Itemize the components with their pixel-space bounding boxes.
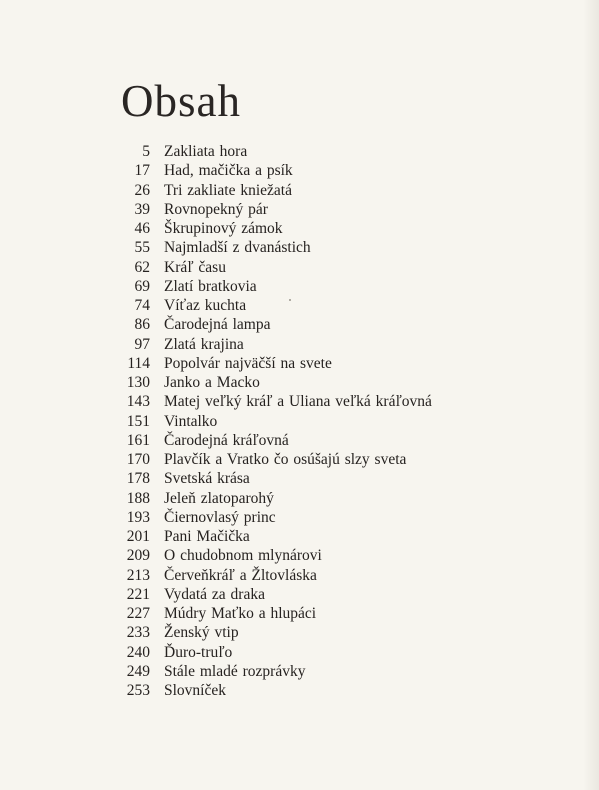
toc-page-number: 201 [126, 528, 150, 545]
toc-entry-title: Matej veľký kráľ a Uliana veľká kráľovná [164, 393, 432, 411]
toc-entry [100, 161, 520, 180]
toc-page-number: 39 [134, 200, 150, 218]
toc-entry [100, 354, 520, 373]
toc-entry [100, 431, 520, 450]
toc-entry [100, 662, 520, 681]
toc-entry-title: Ženský vtip [164, 624, 239, 642]
toc-page-number: 221 [126, 585, 150, 603]
toc-entry-title: Plavčík a Vratko čo osúšajú slzy sveta [164, 451, 407, 468]
toc-entry [100, 238, 520, 257]
toc-entry [100, 566, 520, 585]
toc-entry [100, 681, 520, 700]
toc-page-number: 74 [134, 297, 150, 314]
toc-entry-title: Zlatí bratkovia [164, 277, 257, 295]
toc-page-number: 26 [134, 181, 150, 199]
toc-entry-title: Had, mačička a psík [164, 162, 293, 180]
paper-speck [289, 299, 291, 301]
toc-page-number: 69 [134, 277, 150, 295]
toc-entry [100, 142, 520, 161]
toc-page-number: 55 [134, 239, 150, 257]
toc-page-number: 249 [126, 662, 150, 680]
toc-entry [100, 392, 520, 411]
toc-entry-title: Vydatá za draka [164, 585, 265, 603]
toc-entry-title: Vintalko [164, 412, 218, 430]
toc-entry-title: Škrupinový zámok [164, 220, 283, 237]
page-title: Obsah [121, 76, 241, 127]
toc-page-number: 86 [134, 316, 150, 334]
toc-page-number: 17 [134, 162, 150, 180]
toc-entry-title: Víťaz kuchta [164, 297, 247, 314]
toc-entry [100, 335, 520, 354]
toc-entry-title: Stále mladé rozprávky [164, 662, 306, 680]
toc-page-number: 161 [126, 431, 150, 449]
page-edge-shadow [583, 0, 599, 790]
toc-page-number: 46 [134, 220, 150, 237]
toc-entry [100, 200, 520, 219]
toc-entry [100, 585, 520, 604]
toc-page-number: 62 [134, 258, 150, 276]
toc-entry [100, 469, 520, 488]
toc-entry-title: Rovnopekný pár [164, 200, 268, 218]
toc-entry-title: Zlatá krajina [164, 335, 244, 353]
toc-entry [100, 373, 520, 392]
toc-entry-title: Kráľ času [164, 258, 226, 276]
toc-entry-title: Tri zakliate kniežatá [164, 181, 292, 199]
toc-page-number: 143 [126, 393, 150, 411]
toc-entry-title: Najmladší z dvanástich [164, 239, 311, 257]
toc-entry [100, 258, 520, 277]
toc-entry-title: Múdry Maťko a hlupáci [164, 605, 317, 622]
toc-page-number: 130 [126, 374, 150, 391]
toc-page-number: 227 [126, 605, 150, 622]
toc-entry [100, 315, 520, 334]
toc-page-number: 193 [126, 508, 150, 526]
toc-entry [100, 508, 520, 527]
toc-page-number: 233 [126, 624, 150, 642]
toc-entry-title: Slovníček [164, 682, 226, 699]
toc-entry [100, 623, 520, 642]
toc-entry-title: Ďuro-truľo [164, 643, 233, 661]
toc-entry [100, 527, 520, 546]
toc-entry-title: Červeňkráľ a Žltovláska [164, 566, 317, 584]
toc-page-number: 151 [126, 412, 150, 430]
toc-entry [100, 219, 520, 238]
toc-entry-title: Janko a Macko [164, 374, 260, 391]
toc-entry-title: O chudobnom mlynárovi [164, 547, 322, 565]
toc-entry-title: Svetská krása [164, 470, 250, 488]
toc-entry [100, 412, 520, 431]
toc-entry [100, 546, 520, 565]
toc-page-number: 5 [142, 143, 150, 160]
toc-page-number: 97 [134, 335, 150, 353]
toc-entry-title: Čarodejná kráľovná [164, 431, 289, 449]
toc-entry-title: Zakliata hora [164, 143, 248, 160]
toc-entry [100, 296, 520, 315]
toc-entry [100, 277, 520, 296]
toc-page-number: 114 [127, 354, 150, 372]
toc-entry [100, 643, 520, 662]
toc-entry [100, 450, 520, 469]
toc-page-number: 170 [126, 451, 150, 468]
toc-page-number: 178 [126, 470, 150, 488]
toc-entry [100, 489, 520, 508]
toc-entry [100, 181, 520, 200]
toc-page-number: 253 [126, 682, 150, 699]
toc-entry-title: Čiernovlasý princ [164, 508, 276, 526]
table-of-contents [100, 142, 520, 700]
toc-entry-title: Pani Mačička [164, 528, 250, 545]
toc-page-number: 240 [126, 643, 150, 661]
toc-entry [100, 604, 520, 623]
toc-entry-title: Jeleň zlatoparohý [164, 489, 274, 507]
toc-page-number: 209 [126, 547, 150, 565]
toc-entry-title: Popolvár najväčší na svete [164, 354, 332, 372]
toc-page-number: 188 [126, 489, 150, 507]
toc-entry-title: Čarodejná lampa [164, 316, 271, 334]
toc-page-number: 213 [126, 566, 150, 584]
